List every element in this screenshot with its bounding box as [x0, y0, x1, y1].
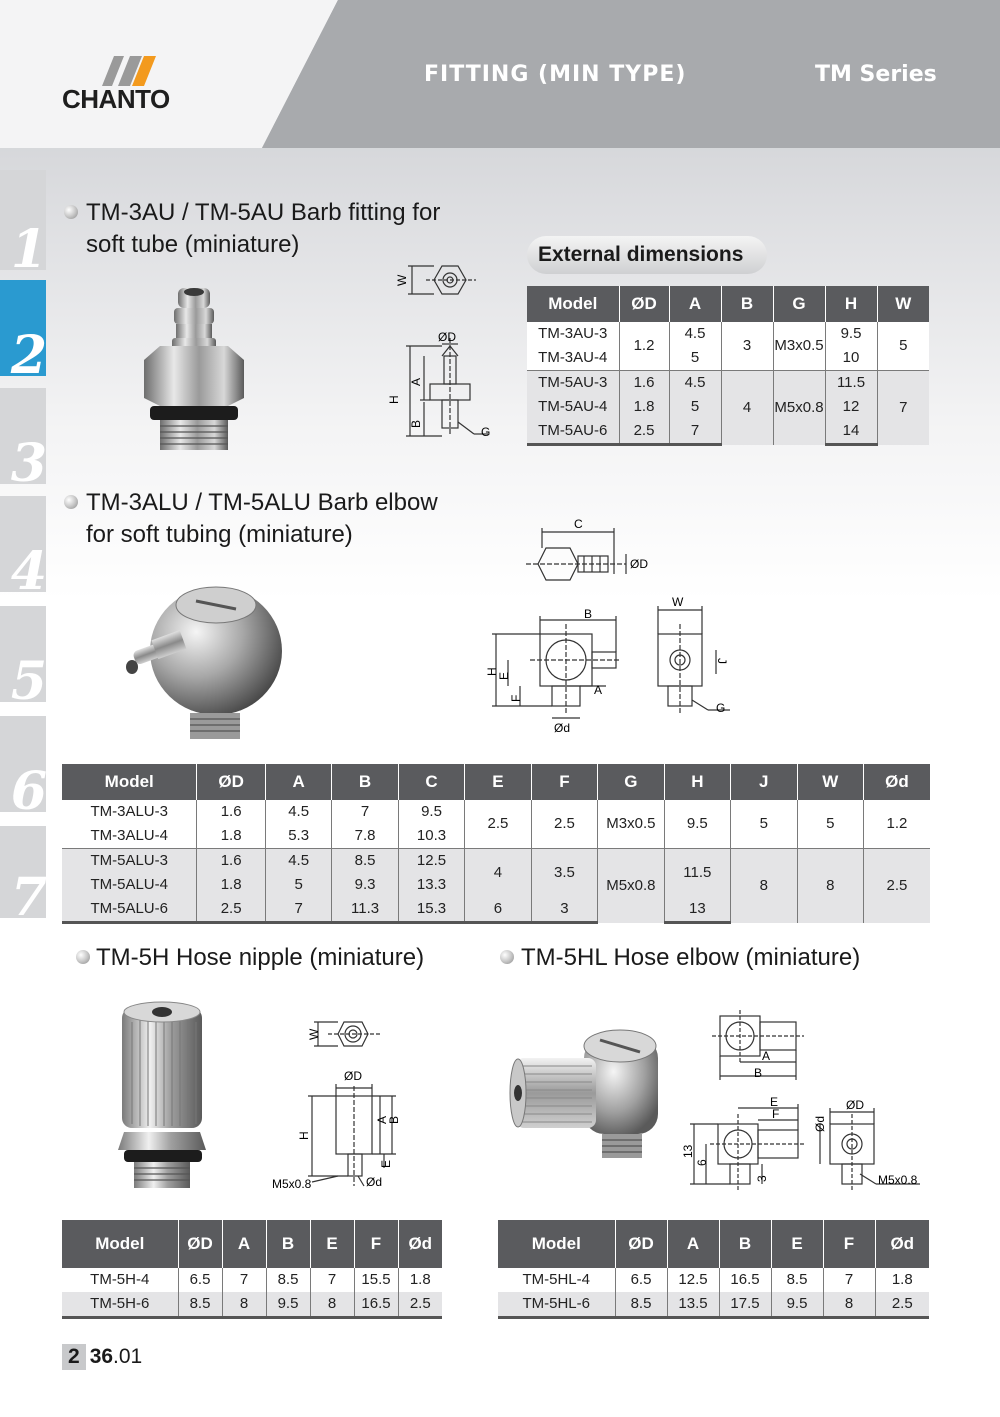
th-od: ØD — [615, 1220, 667, 1268]
th-model: Model — [498, 1220, 615, 1268]
label-h: H — [387, 395, 401, 404]
label-w: W — [395, 274, 409, 286]
th-model: Model — [62, 764, 197, 800]
logo-mark-icon — [100, 54, 160, 88]
series-label: TM Series — [815, 62, 937, 87]
side-tab-4[interactable]: 4 — [0, 496, 46, 592]
th-j: J — [731, 764, 797, 800]
table-row: TM-5H-6 8.5 8 9.5 8 16.5 2.5 — [62, 1292, 442, 1318]
label-3: 3 — [755, 1175, 769, 1182]
section2-title-line2: for soft tubing (miniature) — [86, 521, 353, 548]
table-tm-5h — [62, 1220, 442, 1319]
page-title: FITTING (MIN TYPE) — [424, 62, 687, 87]
label-thread: M5x0.8 — [878, 1173, 918, 1187]
label-f: F — [509, 694, 523, 702]
th-od: ØD — [178, 1220, 222, 1268]
th-w: W — [797, 764, 863, 800]
label-od: ØD — [630, 557, 648, 571]
bullet-icon — [76, 950, 90, 964]
label-c: C — [574, 517, 583, 531]
th-d: Ød — [398, 1220, 442, 1268]
chapter-number: 2 — [62, 1344, 86, 1370]
table-row: TM-3ALU-3 1.6 4.5 7 9.5 2.5 2.5 M3x0.5 9.5 5 5 1.2 — [62, 800, 930, 824]
table-row: TM-5AU-6 2.5 7 14 — [527, 419, 929, 445]
table-row: TM-3AU-4 5 10 — [527, 346, 929, 371]
label-h: H — [485, 667, 499, 676]
hose-nipple-photo — [110, 998, 220, 1198]
table-row: TM-5HL-6 8.5 13.5 17.5 9.5 8 2.5 — [498, 1292, 929, 1318]
label-b: B — [584, 607, 593, 621]
th-od: ØD — [197, 764, 265, 800]
table-row: TM-5AU-4 1.8 5 12 — [527, 395, 929, 419]
th-b: B — [719, 1220, 771, 1268]
barb-elbow-drawing — [486, 514, 746, 744]
table-row: TM-5AU-3 1.6 4.5 4 M5x0.8 11.5 7 — [527, 371, 929, 396]
th-a: A — [265, 764, 331, 800]
label-13: 13 — [681, 1144, 695, 1158]
barb-fitting-drawing — [387, 252, 510, 442]
th-e: E — [465, 764, 531, 800]
hose-elbow-drawing — [680, 1006, 930, 1196]
page-sub: .01 — [113, 1345, 143, 1368]
side-tab-5[interactable]: 5 — [0, 606, 46, 702]
table-row: TM-3ALU-4 1.8 5.3 7.8 10.3 — [62, 824, 930, 849]
label-od: ØD — [344, 1069, 362, 1083]
table-row: TM-5H-4 6.5 7 8.5 7 15.5 1.8 — [62, 1268, 442, 1292]
section2-title-line1: TM-3ALU / TM-5ALU Barb elbow — [86, 489, 438, 516]
th-h: H — [825, 286, 877, 322]
section1-title-line2: soft tube (miniature) — [86, 231, 300, 258]
label-b: B — [409, 419, 423, 428]
label-a: A — [762, 1049, 771, 1063]
label-g: G — [716, 701, 726, 715]
th-b: B — [332, 764, 398, 800]
th-f: F — [823, 1220, 875, 1268]
bullet-icon — [500, 950, 514, 964]
brand-logo: CHANTO — [62, 84, 170, 114]
bullet-icon — [64, 495, 78, 509]
th-model: Model — [62, 1220, 178, 1268]
label-a: A — [594, 683, 603, 697]
label-e: E — [379, 1159, 393, 1168]
barb-fitting-photo — [130, 282, 260, 472]
table-tm-5hl — [498, 1220, 929, 1319]
side-tab-1[interactable]: 1 — [0, 170, 46, 270]
th-b: B — [266, 1220, 310, 1268]
th-a: A — [667, 1220, 719, 1268]
table-row: TM-5ALU-3 1.6 4.5 8.5 12.5 4 3.5 M5x0.8 11.5 8 8 2.5 — [62, 849, 930, 874]
side-tab-7[interactable]: 7 — [0, 826, 46, 918]
section3-title: TM-5H Hose nipple (miniature) — [96, 944, 425, 971]
barb-elbow-photo — [118, 575, 298, 755]
label-g: G — [481, 425, 491, 439]
page-main: 36 — [89, 1345, 114, 1368]
th-g: G — [773, 286, 825, 322]
th-e: E — [310, 1220, 354, 1268]
label-w: W — [672, 595, 684, 609]
table-tm-au — [527, 286, 929, 446]
table-row: TM-3AU-3 1.2 4.5 3 M3x0.5 9.5 5 — [527, 322, 929, 346]
label-od: ØD — [438, 330, 456, 344]
th-h: H — [664, 764, 730, 800]
table-row: TM-5ALU-6 2.5 7 11.3 15.3 6 3 13 — [62, 897, 930, 923]
label-w: W — [307, 1028, 321, 1040]
label-od: ØD — [846, 1098, 864, 1112]
table-tm-alu — [62, 764, 930, 924]
hose-elbow-photo — [506, 1020, 666, 1190]
th-w: W — [877, 286, 929, 322]
th-f: F — [531, 764, 597, 800]
label-d: Ød — [554, 721, 571, 735]
label-e: E — [770, 1095, 779, 1109]
label-thread: M5x0.8 — [272, 1177, 312, 1191]
label-e: E — [497, 671, 511, 680]
th-b: B — [721, 286, 773, 322]
side-tab-3[interactable]: 3 — [0, 388, 46, 484]
th-a: A — [669, 286, 721, 322]
label-d: Ød — [813, 1115, 827, 1132]
label-b: B — [387, 1115, 401, 1124]
external-dimensions-tag: External dimensions — [527, 236, 767, 274]
label-j: J — [715, 658, 729, 664]
section1-title-line1: TM-3AU / TM-5AU Barb fitting for — [86, 199, 441, 226]
th-f: F — [354, 1220, 398, 1268]
table-row: TM-5HL-4 6.5 12.5 16.5 8.5 7 1.8 — [498, 1268, 929, 1292]
th-model: Model — [527, 286, 619, 322]
section4-title: TM-5HL Hose elbow (miniature) — [521, 944, 861, 971]
label-h: H — [297, 1131, 311, 1140]
hose-nipple-drawing — [268, 1006, 418, 1196]
th-d: Ød — [863, 764, 930, 800]
label-a: A — [409, 377, 423, 386]
th-d: Ød — [875, 1220, 929, 1268]
side-tab-2[interactable]: 2 — [0, 280, 46, 376]
label-6: 6 — [695, 1159, 709, 1166]
side-tab-6[interactable]: 6 — [0, 716, 46, 812]
label-f: F — [772, 1107, 780, 1121]
table-row: TM-5ALU-4 1.8 5 9.3 13.3 — [62, 873, 930, 897]
bullet-icon — [64, 205, 78, 219]
label-d: Ød — [366, 1175, 383, 1189]
page-number — [62, 1344, 142, 1370]
th-c: C — [398, 764, 464, 800]
label-b: B — [754, 1066, 763, 1080]
th-od: ØD — [619, 286, 669, 322]
th-g: G — [598, 764, 664, 800]
th-e: E — [771, 1220, 823, 1268]
label-a: A — [375, 1115, 389, 1124]
th-a: A — [222, 1220, 266, 1268]
